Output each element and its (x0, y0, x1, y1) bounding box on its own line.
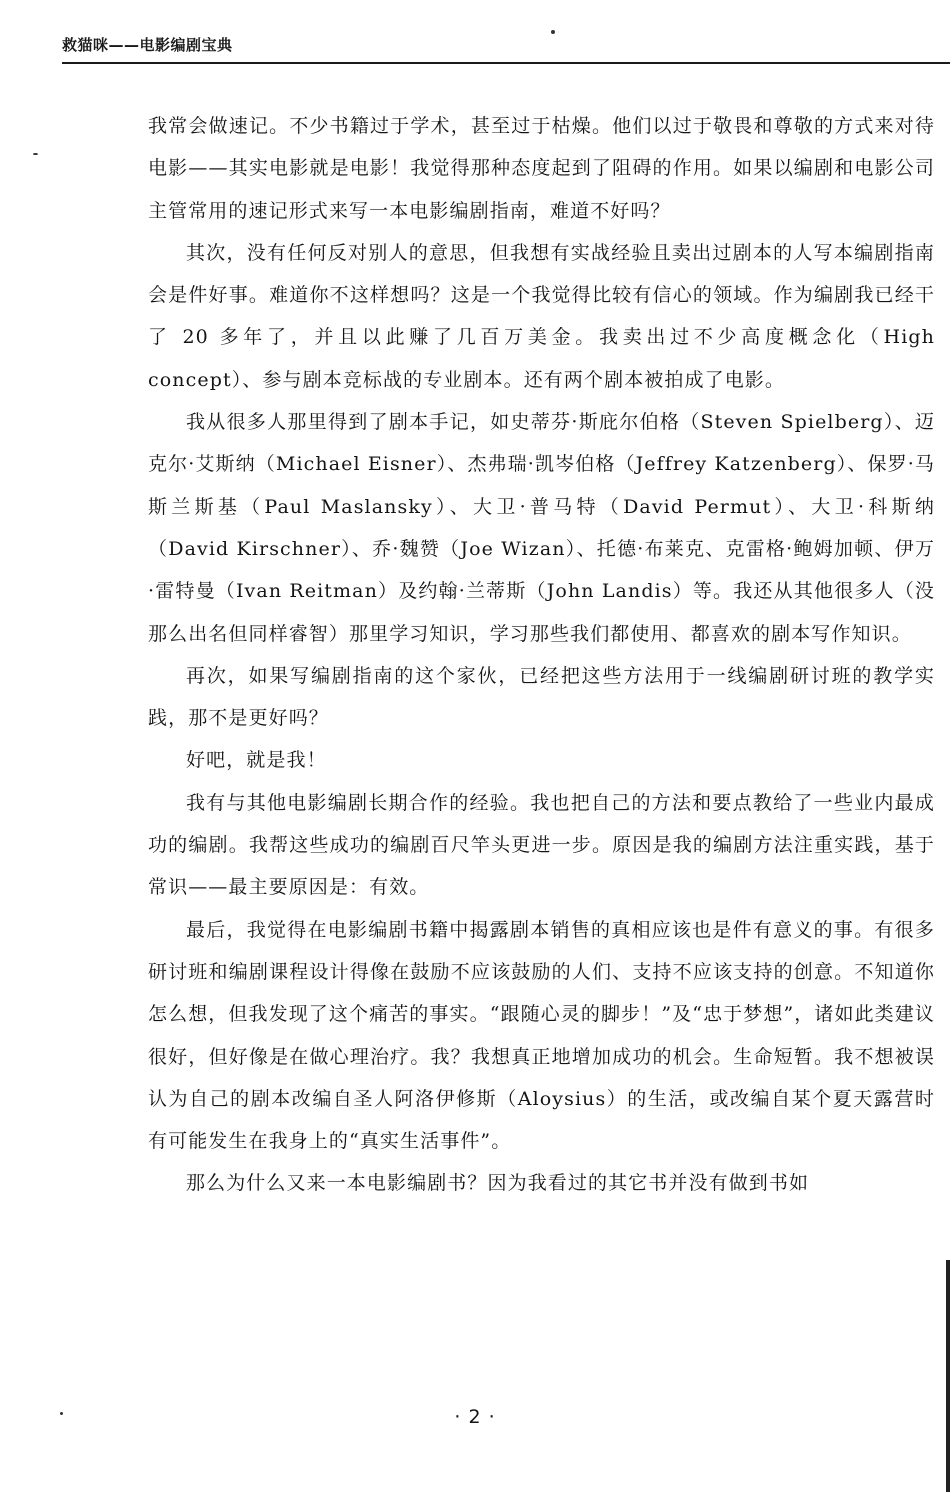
body-text (148, 105, 935, 1205)
paragraph-7: 最后，我觉得在电影编剧书籍中揭露剧本销售的真相应该也是件有意义的事。有很多研讨班和编剧课程设计得像在鼓励不应该鼓励的人们、支持不应该支持的创意。不知道你怎么想，但我发现了这个痛苦的事实。“跟随心灵的脚步！”及“忠于梦想”，诸如此类建议很好，但好像是在做心理治疗。我？我想真正地增加成功的机会。生命短暂。我不想被误认为自己的剧本改编自圣人阿洛伊修斯（Aloysius）的生活，或改编自某个夏天露营时有可能发生在我身上的“真实生活事件”。 (148, 918, 935, 1153)
scan-speck (60, 1412, 63, 1415)
scan-speck (551, 30, 555, 34)
page-edge-shadow (946, 1260, 950, 1492)
page-number: · 2 · (454, 1406, 496, 1428)
paragraph-4: 再次，如果写编剧指南的这个家伙，已经把这些方法用于一线编剧研讨班的教学实践，那不是更好吗？ (148, 664, 935, 730)
scan-speck (33, 153, 38, 155)
paragraph-1: 我常会做速记。不少书籍过于学术，甚至过于枯燥。他们以过于敬畏和尊敬的方式来对待电影——其实电影就是电影！我觉得那种态度起到了阻碍的作用。如果以编剧和电影公司主管常用的速记形式来写一本电影编剧指南，难道不好吗？ (148, 115, 935, 222)
running-head-title: 救猫咪——电影编剧宝典 (62, 36, 233, 54)
paragraph-5: 好吧，就是我！ (186, 749, 327, 772)
paragraph-3: 我从很多人那里得到了剧本手记，如史蒂芬·斯庇尔伯格（Steven Spielberg）、迈克尔·艾斯纳（Michael Eisner）、杰弗瑞·凯岑伯格（Jeffrey Katzenberg）、保罗·马斯兰斯基（Paul Maslansky）、大卫·普马特（David Permut）、大卫·科斯纳（David Kirschner）、乔·魏赞（Joe Wizan）、托德·布莱克、克雷格·鲍姆加顿、伊万·雷特曼（Ivan Reitman）及约翰·兰蒂斯（John Landis）等。我还从其他很多人（没那么出名但同样睿智）那里学习知识，学习那些我们都使用、都喜欢的剧本写作知识。 (148, 411, 935, 645)
paragraph-6: 我有与其他电影编剧长期合作的经验。我也把自己的方法和要点教给了一些业内最成功的编剧。我帮这些成功的编剧百尺竿头更进一步。原因是我的编剧方法注重实践，基于常识——最主要原因是：有效。 (148, 791, 935, 899)
paragraph-2: 其次，没有任何反对别人的意思，但我想有实战经验且卖出过剧本的人写本编剧指南会是件好事。难道你不这样想吗？这是一个我觉得比较有信心的领域。作为编剧我已经干了 20 多年了，并且以此赚了几百万美金。我卖出过不少高度概念化（High concept）、参与剧本竞标战的专业剧本。还有两个剧本被拍成了电影。 (148, 241, 935, 391)
paragraph-8: 那么为什么又来一本电影编剧书？因为我看过的其它书并没有做到书如 (186, 1172, 810, 1195)
header-rule (62, 62, 950, 64)
